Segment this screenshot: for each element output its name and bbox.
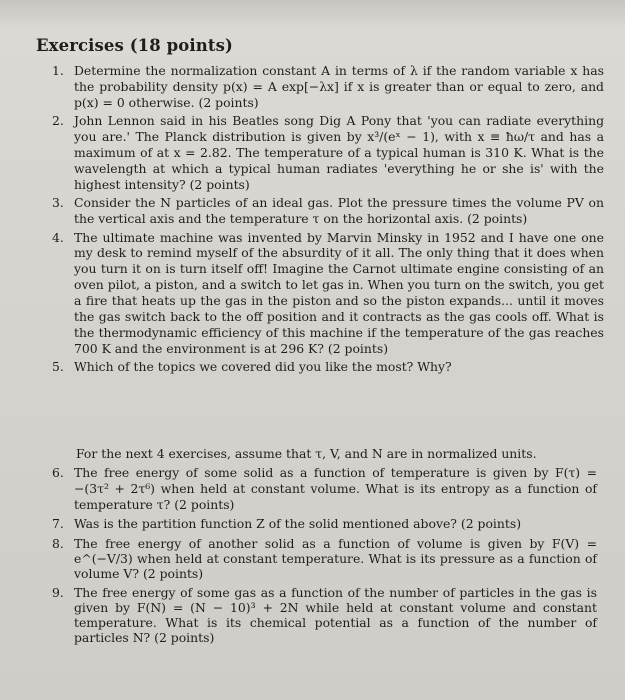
page-shadow [0,0,625,30]
exercise-text: The ultimate machine was invented by Marvin Minsky in 1952 and I have one one my desk to remind myself of the absurdity of it all. The only thing that it does when you turn it on is turn itself off! Imagine the Carnot ultimate engine consisting of an oven pilot, a piston, and a switch to let gas in. When you turn on the switch, you get a fire that heats up the gas in the piston and so the piston expands... until it moves the gas switch back to the off position and it contracts as the gas cools off. What is the thermodynamic efficiency of this machine if the temperature of the gas reaches 700 K and the environment is at 296 K? (2 points) [74,229,604,356]
exercise-item [52,585,597,646]
exercise-item [52,195,604,227]
exercise-item [52,465,597,513]
exercise-item [52,113,604,193]
exercise-number: 8. [52,535,64,551]
exercise-number: 7. [52,516,64,532]
exercise-item [52,230,604,357]
exercise-number: 2. [52,113,64,129]
exercise-number: 6. [52,465,64,480]
exercise-text: Which of the topics we covered did you like the most? Why? [74,359,452,375]
exercise-text: John Lennon said in his Beatles song Dig A Pony that 'you can radiate everything you are.' The Planck distribution is given by x³/(eˣ − 1), with x ≡ ħω/τ and has a maximum of at x = 2.82. The temperature of a typical human is 310 K. What is the wavelength at which a typical human radiates 'everything he or she is' with the highest intensity? (2 points) [74,113,604,192]
exercise-text: Determine the normalization constant A in terms of λ if the random variable x has the probability density p(x) = A exp[−λx] if x is greater than or equal to zero, and p(x) = 0 otherwise. (2 points) [74,63,604,110]
exercise-text: Was is the partition function Z of the solid mentioned above? (2 points) [74,516,522,532]
exercise-list-part1 [52,63,604,378]
exercise-number: 5. [52,359,64,375]
exercise-list-part2 [52,465,597,649]
instruction-note: For the next 4 exercises, assume that τ, V, and N are in normalized units. [76,446,537,461]
exercise-number: 1. [52,63,64,78]
exercise-item [52,63,604,111]
exercise-text: The free energy of some solid as a function of temperature is given by F(τ) = −(3τ² + 2τ⁶) when held at constant volume. What is its entropy as a function of temperature τ? (2 points) [74,465,597,512]
exercise-item [52,359,604,375]
exercise-text: The free energy of another solid as a function of volume is given by F(V) = e^(−V/3) when held at constant temperature. What is its pressure as a function of volume V? (2 points) [74,535,597,582]
exercise-text: The free energy of some gas as a function of the number of particles in the gas is given by F(N) = (N − 10)³ + 2N while held at constant volume and constant temperature. What is its chemical potential as a function of the number of particles N? (2 points) [74,584,597,646]
page-title: Exercises (18 points) [36,36,233,55]
exercise-number: 9. [52,584,64,600]
exercise-text: Consider the N particles of an ideal gas. Plot the pressure times the volume PV on the vertical axis and the temperature τ on the horizontal axis. (2 points) [74,195,604,227]
exercise-item [52,536,597,582]
exercise-number: 3. [52,195,64,211]
exercise-number: 4. [52,229,64,245]
exercise-item [52,516,597,532]
